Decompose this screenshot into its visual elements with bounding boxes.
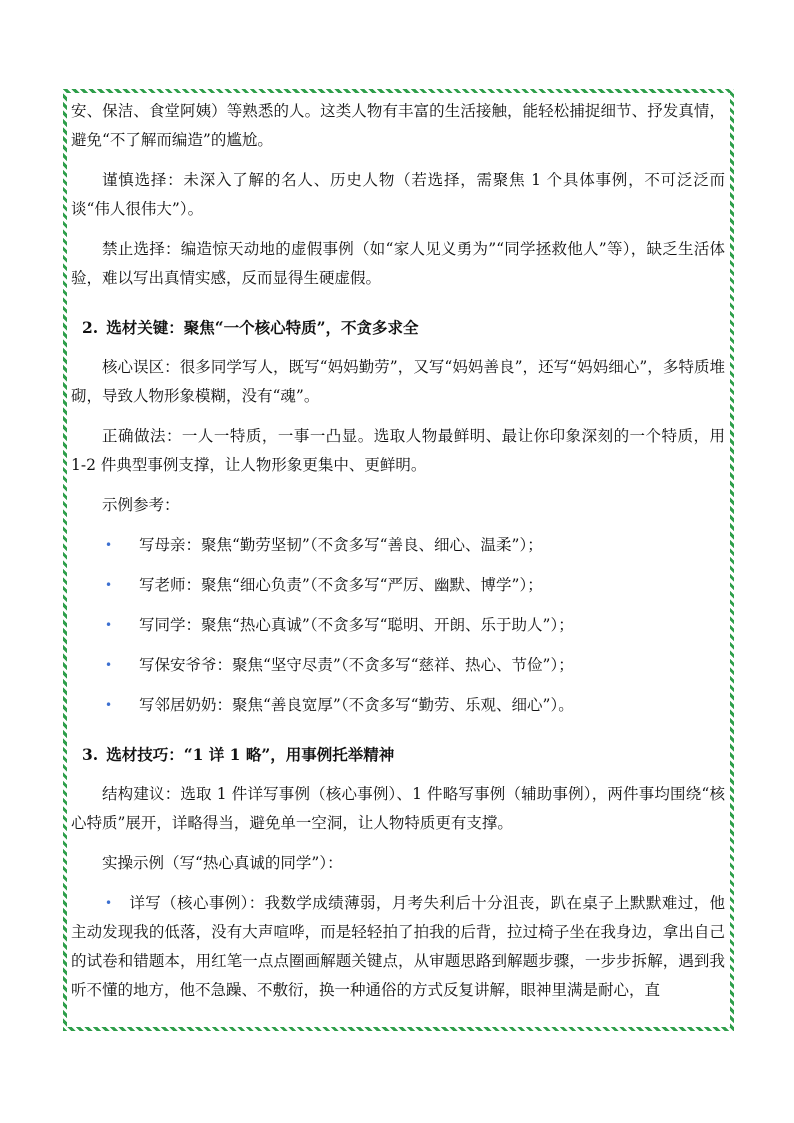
list-item: • 写母亲：聚焦“勤劳坚韧”（不贪多写“善良、细心、温柔”）；: [71, 531, 725, 560]
section-2-paragraph-1: 核心误区：很多同学写人，既写“妈妈勤劳”，又写“妈妈善良”，还写“妈妈细心”，多特质堆砌，导致人物形象模糊，没有“魂”。: [71, 358, 725, 405]
list-item: • 写邻居奶奶：聚焦“善良宽厚”（不贪多写“勤劳、乐观、细心”）。: [71, 691, 725, 720]
list-item: • 详写（核心事例）：我数学成绩薄弱，月考失利后十分沮丧，趴在桌子上默默难过，他主动发现我的低落，没有大声喧哗，而是轻轻拍了拍我的后背，拉过椅子坐在我身边，拿出自己的试卷和错题本，用红笔一点点圈画解题关键点，从审题思路到解题步骤，一步步拆解，遇到我听不懂的地方，他不急躁、不敷衍，换一种通俗的方式反复讲解，眼神里满是耐心，直: [71, 889, 725, 1005]
bullet-dot-icon: •: [105, 538, 113, 552]
document-content: [71, 97, 725, 1016]
example-bullet-list: [71, 531, 725, 720]
section-3-paragraph-1: 结构建议：选取 1 件详写事例（核心事例）、1 件略写事例（辅助事例），两件事均围绕“核心特质”展开，详略得当，避免单一空洞，让人物特质更有支撑。: [71, 785, 725, 832]
section-3-title: 选材技巧：“1 详 1 略”，用事例托举精神: [106, 745, 395, 764]
bullet-dot-icon: •: [105, 896, 113, 910]
list-item: • 写老师：聚焦“细心负责”（不贪多写“严厉、幽默、博学”）；: [71, 571, 725, 600]
intro-paragraph-1: 安、保洁、食堂阿姨）等熟悉的人。这类人物有丰富的生活接触，能轻松捕捉细节、抒发真情，避免“不了解而编造”的尴尬。: [71, 102, 725, 149]
section-2-number: 2.: [82, 318, 99, 337]
list-item: • 写同学：聚焦“热心真诚”（不贪多写“聪明、开朗、乐于助人”）；: [71, 611, 725, 640]
intro-paragraph-2: 谨慎选择：未深入了解的名人、历史人物（若选择，需聚焦 1 个具体事例，不可泛泛而谈“伟人很伟大”）。: [71, 171, 725, 218]
intro-paragraph-3: 禁止选择：编造惊天动地的虚假事例（如“家人见义勇为”“同学拯救他人”等），缺乏生活体验，难以写出真情实感，反而显得生硬虚假。: [71, 240, 725, 287]
list-item: • 写保安爷爷：聚焦“坚守尽责”（不贪多写“慈祥、热心、节俭”）；: [71, 651, 725, 680]
section-2-title: 选材关键：聚焦“一个核心特质”，不贪多求全: [106, 318, 419, 337]
section-2-heading: [82, 313, 725, 342]
section-2-paragraph-2: 正确做法：一人一特质，一事一凸显。选取人物最鲜明、最让你印象深刻的一个特质，用 1-2 件典型事例支撑，让人物形象更集中、更鲜明。: [71, 427, 725, 474]
section-2-paragraph-3: 示例参考：: [102, 496, 180, 514]
bullet-dot-icon: •: [105, 658, 113, 672]
section-3-number: 3.: [82, 745, 99, 764]
section-3-heading: [82, 740, 725, 769]
section-3-paragraph-2: 实操示例（写“热心真诚的同学”）：: [102, 854, 343, 872]
bullet-dot-icon: •: [105, 618, 113, 632]
page-border-frame: [63, 89, 734, 1031]
bullet-dot-icon: •: [105, 698, 113, 712]
bullet-dot-icon: •: [105, 578, 113, 592]
